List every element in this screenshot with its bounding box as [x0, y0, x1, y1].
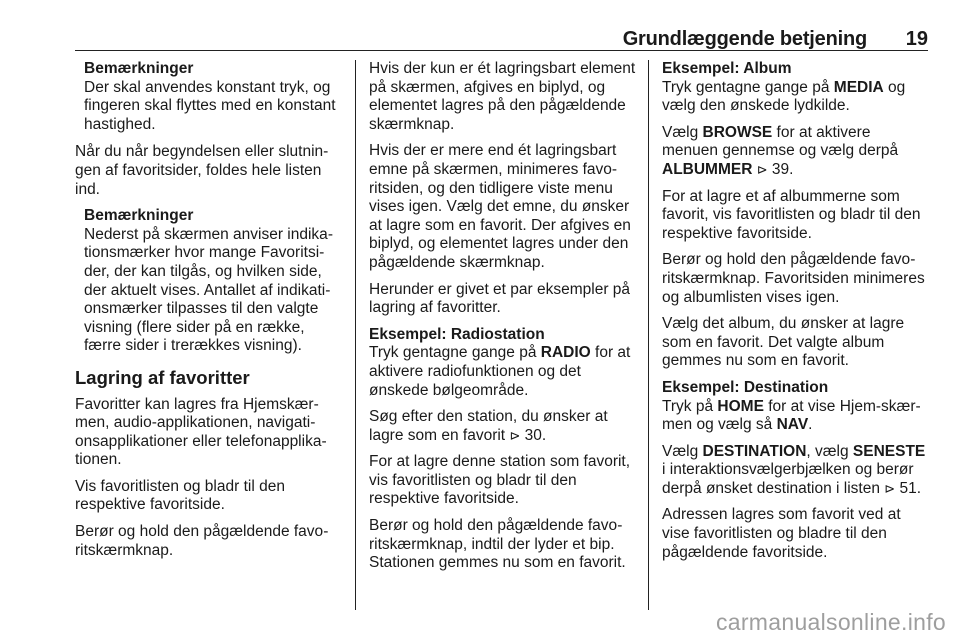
page-reference: 30. [520, 426, 547, 444]
paragraph: Adressen lagres som favorit ved at vise favoritlisten og bladre til den pågældende favoritside. [662, 506, 901, 561]
note-heading: Bemærkninger [84, 207, 194, 225]
key-label: RADIO [540, 344, 591, 362]
note-text: Der skal anvendes konstant tryk, og fingeren skal flyttes med en konstant hastighed. [84, 78, 336, 133]
note-text: Nederst på skærmen anviser indikationsmærker hvor mange Favoritsider, der kan tilgås, og hvilken side, der aktuelt vises. Antallet af indikationsmærker tilpasses til den valgte visning (flere sider på en række, færre sider i trerækkes visning). [84, 225, 333, 355]
example-heading: Eksempel: Radiostation [369, 325, 545, 343]
column-left [75, 60, 343, 568]
paragraph: Favoritter kan lagres fra Hjemskærmen, audio-applikationen, navigationsapplikationer eller telefonapplikationen. [75, 395, 327, 469]
paragraph: Berør og hold den pågældende favoritskærmknap, indtil der lyder et bip. Stationen gemmes nu som en favorit. [369, 517, 626, 572]
text-run: for at vise Hjem-skærmen og vælg så [662, 397, 921, 434]
example-block [662, 60, 928, 116]
example-heading: Eksempel: Album [662, 60, 792, 77]
section-heading: Lagring af favoritter [75, 366, 250, 388]
paragraph: Vis favoritlisten og bladr til den respektive favoritside. [75, 477, 285, 514]
key-label: BROWSE [702, 123, 773, 141]
text-run: Tryk gentagne gange på [662, 78, 834, 96]
page-reference: 39. [767, 160, 794, 178]
paragraph: Berør og hold den pågældende favoritskærmknap. [75, 523, 329, 559]
header-rule [75, 50, 928, 51]
note-box [75, 60, 343, 134]
key-label: MEDIA [833, 78, 884, 96]
text-run: for at aktivere menuen gennemse og vælg derpå [662, 123, 899, 160]
text-run: og vælg den ønskede lydkilde. [662, 78, 906, 115]
column-divider [648, 60, 649, 610]
text-run: Tryk gentagne gange på [369, 344, 541, 362]
paragraph [369, 408, 637, 445]
example-block [662, 379, 928, 435]
text-run: Vælg [662, 442, 703, 460]
example-block [369, 326, 637, 400]
page-number: 19 [905, 28, 928, 50]
text-run: , vælg [806, 442, 853, 460]
text-run: for at aktivere radiofunktionen og det ønskede bølgeområde. [369, 344, 631, 399]
paragraph: For at lagre denne station som favorit, vis favoritlisten og bladr til den respektive favoritside. [369, 453, 631, 508]
paragraph [662, 124, 928, 180]
page-title: Grundlæggende betjening [622, 28, 867, 50]
page-header [75, 26, 928, 50]
page-reference: 51. [895, 479, 922, 497]
text-run: . [808, 416, 813, 434]
note-box [75, 207, 343, 356]
paragraph: Berør og hold den pågældende favoritskærmknap. Favoritsiden minimeres og albumlisten vises igen. [662, 251, 925, 306]
paragraph: For at lagre et af albummerne som favorit, vis favoritlisten og bladr til den respektive favoritside. [662, 187, 921, 242]
example-heading: Eksempel: Destination [662, 378, 829, 396]
page-reference-arrow-icon: ⊳ [756, 161, 768, 177]
paragraph: Når du når begyndelsen eller slutningen af favoritsider, foldes hele listen ind. [75, 143, 329, 198]
key-label: ALBUMMER [662, 160, 753, 178]
text-run: Vælg [662, 123, 703, 141]
key-label: HOME [717, 397, 764, 415]
text-run: Tryk på [662, 397, 718, 415]
paragraph: Herunder er givet et par eksempler på lagring af favoritter. [369, 280, 631, 317]
watermark: carmanualsonline.info [715, 609, 946, 635]
paragraph [662, 443, 928, 499]
key-label: DESTINATION [702, 442, 807, 460]
note-heading: Bemærkninger [84, 60, 194, 77]
text-run: i interaktionsvælgerbjælken og berør derpå ønsket destination i listen [662, 461, 914, 497]
paragraph: Vælg det album, du ønsker at lagre som en favorit. Det valgte album gemmes nu som en favorit. [662, 315, 905, 370]
key-label: NAV [776, 416, 809, 434]
page-reference-arrow-icon: ⊳ [509, 427, 521, 443]
page-reference-arrow-icon: ⊳ [884, 480, 896, 496]
paragraph: Hvis der er mere end ét lagringsbart emne på skærmen, minimeres favoritsiden, og den tidligere viste menu vises igen. Vælg det emne, du ønsker at lagre som en favorit. Der afgives en biplyd, og elementet lagres under den pågældende skærmknap. [369, 142, 631, 271]
column-right [662, 60, 928, 570]
column-middle [369, 60, 637, 581]
key-label: SENESTE [852, 442, 926, 460]
text-run: Søg efter den station, du ønsker at lagre som en favorit [369, 408, 608, 444]
column-divider [355, 60, 356, 610]
paragraph: Hvis der kun er ét lagringsbart element på skærmen, afgives en biplyd, og elementet lagres på den pågældende skærmknap. [369, 60, 636, 133]
